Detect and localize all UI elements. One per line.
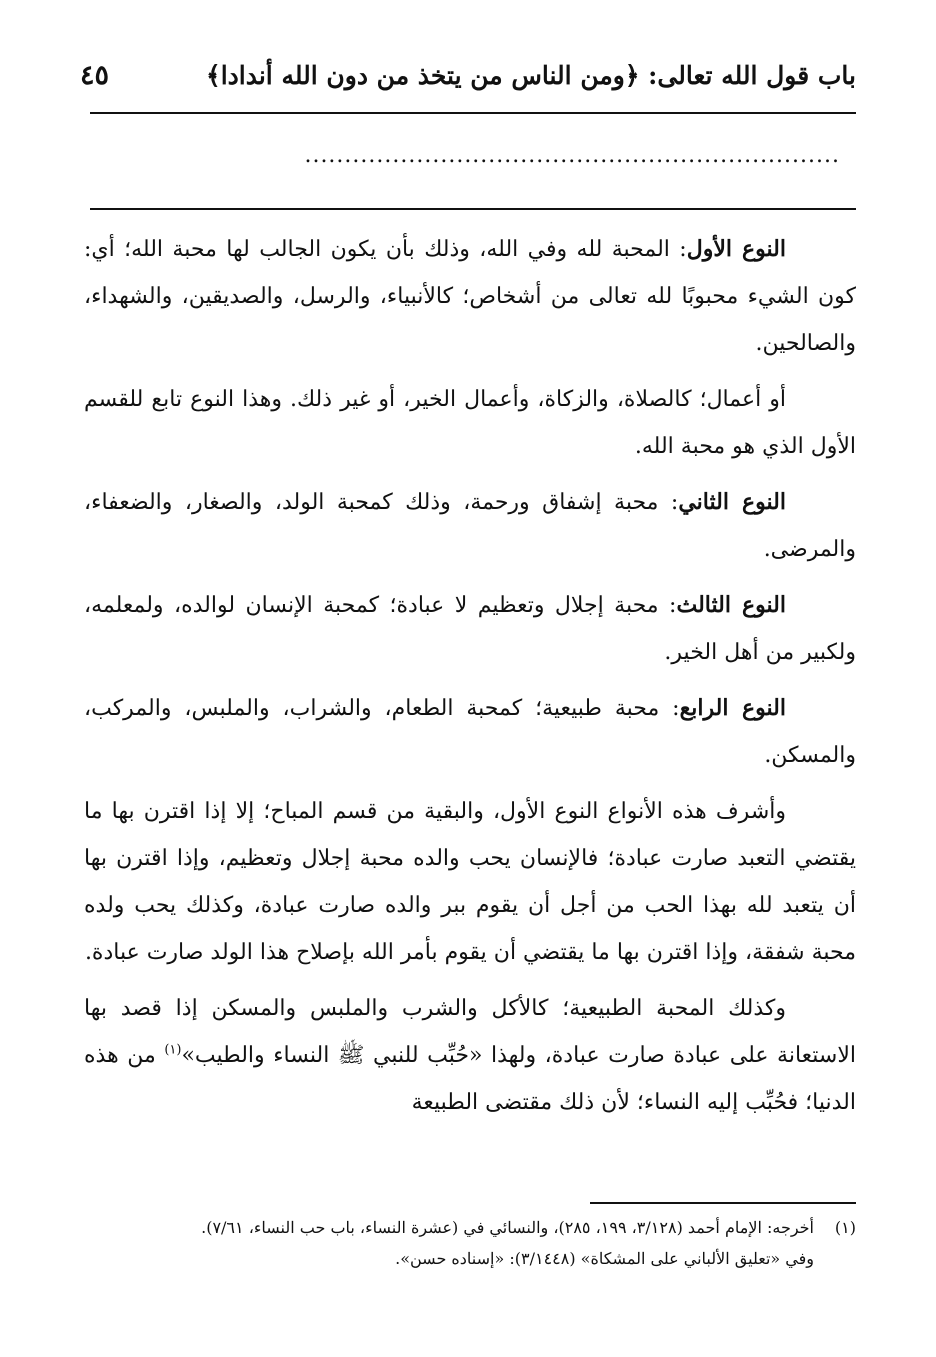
paragraph-text: وأشرف هذه الأنواع النوع الأول، والبقية من قسم المباح؛ إلا إذا اقترن بها ما يقتضي التعبد صارت عبادة؛ فالإنسان يحب والده محبة إجلال وتعظيم، وإذا اقترن بها أن يتعبد لله بهذا الحب من أجل أن يقوم ببر والده صارت عبادة، وكذلك يحب ولده محبة شفقة، وإذا اقترن بها ما يقتضي أن يقوم بأمر الله بإصلاح هذا الولد صارت عبادة. xyxy=(84,799,856,965)
paragraph-text: : المحبة لله وفي الله، وذلك بأن يكون الجالب لها محبة الله؛ أي: كون الشيء محبوبًا لله تعالى من أشخاص؛ كالأنبياء، والرسل، والصديقين، والشهداء، والصالحين. xyxy=(84,237,856,356)
paragraph xyxy=(84,685,856,779)
page-header xyxy=(80,58,856,98)
footnote-extra: وفي «تعليق الألباني على المشكاة» (٣/١٤٤٨): «إسناده حسن». xyxy=(395,1249,814,1268)
paragraph xyxy=(84,582,856,676)
paragraph-term: النوع الثالث xyxy=(676,592,786,618)
paragraph xyxy=(84,788,856,976)
omission-dots: ................................................................... xyxy=(304,146,840,166)
footnote-item xyxy=(84,1214,856,1241)
footnotes xyxy=(84,1214,856,1272)
footnote-number: (١) xyxy=(834,1218,856,1237)
paragraph-term: النوع الأول xyxy=(686,236,786,262)
page-number: ٤٥ xyxy=(80,60,110,91)
section-rule xyxy=(90,208,856,210)
paragraph xyxy=(84,376,856,470)
footnote-reference[interactable]: (١) xyxy=(164,1042,182,1058)
paragraph xyxy=(84,479,856,573)
running-title: باب قول الله تعالى: ﴿ومن الناس من يتخذ من دون الله أندادا﴾ xyxy=(206,61,856,90)
paragraph xyxy=(84,226,856,367)
paragraph-text: : محبة إشفاق ورحمة، وذلك كمحبة الولد، والصغار، والضعفاء، والمرضى. xyxy=(84,490,856,562)
paragraph-term: النوع الرابع xyxy=(679,695,786,721)
paragraph-text: من هذه الدنيا؛ فحُبِّب إليه النساء؛ لأن ذلك مقتضى الطبيعة xyxy=(84,1043,856,1115)
footnote-rule xyxy=(590,1202,856,1204)
paragraph-text: أو أعمال؛ كالصلاة، والزكاة، وأعمال الخير، أو غير ذلك. وهذا النوع تابع للقسم الأول الذي هو محبة الله. xyxy=(84,387,856,459)
paragraph-text: وكذلك المحبة الطبيعية؛ كالأكل والشرب والملبس والمسكن إذا قصد بها الاستعانة على عبادة صارت عبادة، ولهذا «حُبِّب للنبي ﷺ النساء والطيب» xyxy=(84,996,856,1068)
paragraph xyxy=(84,985,856,1126)
header-rule xyxy=(90,112,856,114)
main-text xyxy=(84,226,856,1135)
paragraph-text: : محبة إجلال وتعظيم لا عبادة؛ كمحبة الإنسان لوالده، ولمعلمه، ولكبير من أهل الخير. xyxy=(84,593,856,665)
footnote-text: أخرجه: الإمام أحمد (٣/١٢٨، ١٩٩، ٢٨٥)، والنسائي في (عشرة النساء، باب حب النساء، ٧/٦١). xyxy=(201,1218,814,1237)
paragraph-text: : محبة طبيعية؛ كمحبة الطعام، والشراب، والملبس، والمركب، والمسكن. xyxy=(84,696,856,768)
paragraph-term: النوع الثاني xyxy=(678,489,786,515)
